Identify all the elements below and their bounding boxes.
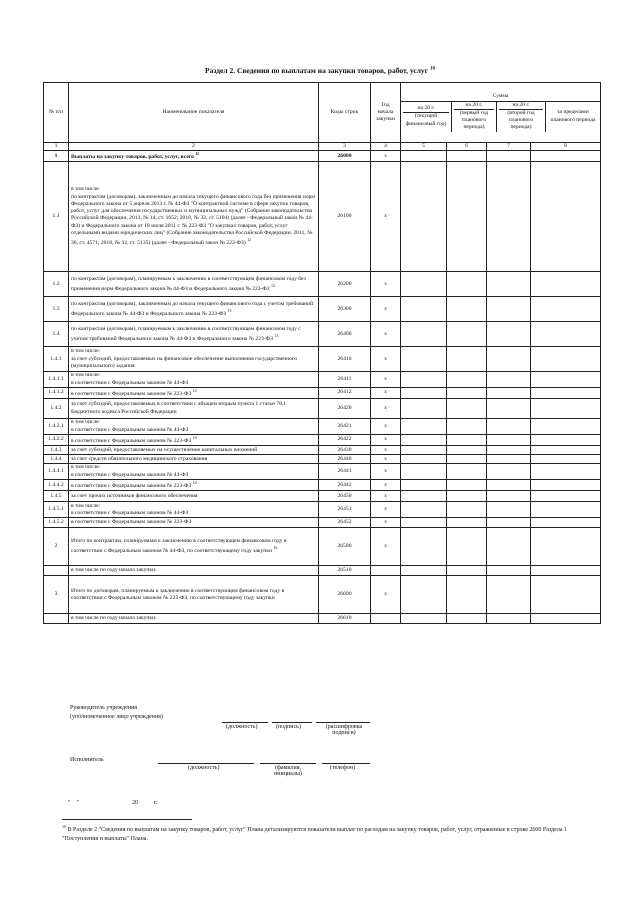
row-amount — [447, 614, 487, 624]
row-label: в соответствии с Федеральным законом № 44-ФЗ — [71, 509, 189, 516]
date-g: г. — [154, 800, 158, 806]
row-amount — [447, 464, 487, 480]
row-amount — [531, 518, 601, 528]
row-code: 26440 — [319, 455, 371, 464]
row-label: в соответствии с Федеральным законом № 44-ФЗ — [71, 379, 189, 386]
row-amount — [447, 372, 487, 388]
row-number: 1.4 — [44, 322, 69, 347]
row-amount — [401, 614, 447, 624]
row-year: x — [371, 480, 401, 491]
row-pre: в том числе: — [71, 186, 101, 193]
row-amount — [401, 566, 447, 576]
row-name — [69, 372, 319, 388]
executor-label: Исполнитель — [70, 757, 104, 763]
header-beyond: за пределами планового периода — [550, 109, 596, 123]
row-amount — [487, 455, 531, 464]
row-number: 1.4.2 — [44, 399, 69, 419]
row-amount — [401, 576, 447, 614]
row-amount — [447, 322, 487, 347]
row-code: 26200 — [319, 272, 371, 297]
row-amount — [401, 297, 447, 322]
row-amount — [487, 464, 531, 480]
row-year: x — [371, 419, 401, 435]
row-name — [69, 566, 319, 576]
row-number: 1 — [44, 151, 69, 162]
row-amount — [447, 491, 487, 502]
row-code: 26500 — [319, 528, 371, 566]
row-amount — [531, 464, 601, 480]
row-amount — [401, 480, 447, 491]
row-note: 12 — [247, 237, 252, 243]
row-name — [69, 446, 319, 455]
row-code: 26441 — [319, 464, 371, 480]
row-year: x — [371, 464, 401, 480]
row-pre: в том числе: — [71, 372, 101, 379]
table-row — [44, 502, 601, 518]
row-amount — [487, 480, 531, 491]
row-amount — [447, 435, 487, 446]
row-code: 26600 — [319, 576, 371, 614]
row-amount — [447, 566, 487, 576]
table-row — [44, 566, 601, 576]
exec-fio-line — [260, 763, 316, 764]
row-code: 26510 — [319, 566, 371, 576]
colnum: 3 — [319, 143, 371, 151]
row-amount — [401, 491, 447, 502]
row-amount — [447, 455, 487, 464]
row-label: по контрактам (договорам), заключенным до начала текущего финансового года без применения норм Федерального закона от 5 апреля 2013 г. № 44-ФЗ "О контрактной системе в сфере закупок товаров, работ, услуг для обеспечения государственных и муниципальных нужд" (Собрание законодательства Российской Федерации, 2013, № 14, ст. 1652; 2018, № 32, ст. 5104) (далее - Федеральный закон № 44-ФЗ) и Федерального закона от 18 июля 2011 г. № 223-ФЗ "О закупках товаров, работ, услуг отдельными видами юридических лиц" (Собрание законодательства Российской Федерации, 2011, № 30, ст. 4571; 2018, № 32, ст. 5135) (далее - Федеральный закон № 223-ФЗ) — [71, 193, 315, 247]
row-year: x — [371, 446, 401, 455]
row-amount — [447, 528, 487, 566]
section-title: Раздел 2. Сведения по выплатам на закупки товаров, работ, услуг $^{10}$ — [205, 66, 435, 75]
row-name — [69, 491, 319, 502]
row-name — [69, 297, 319, 322]
row-amount — [487, 297, 531, 322]
row-amount — [487, 419, 531, 435]
header-num: № п/п — [44, 83, 69, 143]
colnum: 6 — [447, 143, 487, 151]
row-amount — [531, 446, 601, 455]
row-amount — [401, 399, 447, 419]
table-row — [44, 151, 601, 162]
exec-phone-line — [322, 763, 370, 764]
footnote-separator — [62, 819, 192, 820]
row-amount — [487, 518, 531, 528]
row-number: 1.4.2.2 — [44, 435, 69, 446]
head-label: Руководитель учреждения — [70, 705, 138, 711]
row-note: 11 — [195, 151, 200, 157]
head-pos-caption: (должность) — [226, 724, 258, 730]
row-amount — [487, 446, 531, 455]
row-amount — [401, 502, 447, 518]
row-amount — [487, 576, 531, 614]
row-label: за счет средств обязательного медицинского страхования — [71, 455, 208, 462]
row-code: 26421 — [319, 419, 371, 435]
row-number — [44, 566, 69, 576]
colnum: 7 — [487, 143, 531, 151]
row-label: за счет субсидий, предоставляемых на осуществление капитальных вложений — [71, 446, 258, 453]
row-note: 14 — [192, 435, 197, 441]
row-number: 1.4.1.2 — [44, 387, 69, 398]
colnum: 5 — [401, 143, 447, 151]
row-note: 13 — [274, 332, 279, 338]
table-row — [44, 322, 601, 347]
row-amount — [401, 272, 447, 297]
row-amount — [447, 419, 487, 435]
row-year: x — [371, 272, 401, 297]
row-name — [69, 464, 319, 480]
row-number: 1.4.4 — [44, 455, 69, 464]
row-amount — [447, 272, 487, 297]
row-number: 1.4.4.1 — [44, 464, 69, 480]
row-code: 26610 — [319, 614, 371, 624]
row-code: 26452 — [319, 518, 371, 528]
row-code: 26411 — [319, 372, 371, 388]
row-year: x — [371, 347, 401, 372]
table-row — [44, 464, 601, 480]
table-row — [44, 528, 601, 566]
row-name — [69, 151, 319, 162]
row-amount — [531, 455, 601, 464]
row-number: 1.4.5 — [44, 491, 69, 502]
date-year: 20 — [132, 800, 138, 806]
row-amount — [487, 399, 531, 419]
row-label: в соответствии с Федеральным законом № 223-ФЗ — [71, 483, 192, 490]
row-label: в том числе по году начала закупки: — [71, 567, 157, 574]
row-label: по контрактам (договорам), планируемым к заключению в соответствующем финансовом году без применения норм Федерального закона № 44-ФЗ и Федерального закона № 223-ФЗ — [71, 275, 306, 292]
table-row — [44, 480, 601, 491]
date-quotes: " " — [68, 800, 79, 806]
colnum: 2 — [69, 143, 319, 151]
exec-fio-caption: (фамилия, инициалы) — [274, 765, 302, 777]
row-name — [69, 576, 319, 614]
table-row — [44, 491, 601, 502]
exec-pos-line — [158, 763, 254, 764]
row-amount — [487, 322, 531, 347]
row-amount — [487, 491, 531, 502]
row-label: за счет субсидий, предоставляемых в соответствии с абзацем вторым пункта 1 статьи 78.1 Бюджетного кодекса Российской Федерации — [71, 401, 287, 415]
row-code: 26100 — [319, 162, 371, 272]
table-row — [44, 162, 601, 272]
row-name — [69, 399, 319, 419]
row-label: в соответствии с Федеральным законом № 223-ФЗ — [71, 519, 192, 526]
row-label: Итого по договорам, планируемым к заключению в соответствующем финансовом году в соответствии с Федеральным законом № 223-ФЗ, по соответствующему году закупки — [71, 587, 285, 601]
column-numbers-row — [44, 143, 601, 151]
row-code: 26422 — [319, 435, 371, 446]
row-year — [371, 566, 401, 576]
row-label: за счет прочих источников финансового обеспечения — [71, 492, 198, 499]
table-row — [44, 347, 601, 372]
row-year: x — [371, 518, 401, 528]
row-number: 1.4.5.1 — [44, 502, 69, 518]
row-amount — [447, 480, 487, 491]
row-label: в соответствии с Федеральным законом № 44-ФЗ — [71, 426, 189, 433]
row-amount — [487, 272, 531, 297]
row-number: 1.1 — [44, 162, 69, 272]
row-amount — [447, 502, 487, 518]
row-amount — [531, 576, 601, 614]
row-name — [69, 528, 319, 566]
table-row — [44, 518, 601, 528]
head-sign-caption: (подпись) — [276, 724, 301, 730]
row-amount — [401, 455, 447, 464]
row-code: 26442 — [319, 480, 371, 491]
head-decode-caption: (расшифровка подписи) — [325, 724, 363, 736]
row-name — [69, 614, 319, 624]
row-label: Выплаты на закупку товаров, работ, услуг, всего — [71, 154, 194, 161]
row-label: в соответствии с Федеральным законом № 44-ФЗ — [71, 471, 189, 478]
header-sum-label: Сумма — [401, 93, 600, 101]
row-code: 26000 — [319, 151, 371, 162]
row-number: 1.4.3 — [44, 446, 69, 455]
row-amount — [447, 399, 487, 419]
row-pre: в том числе: — [71, 502, 101, 509]
row-amount — [401, 419, 447, 435]
table-row — [44, 272, 601, 297]
row-year: x — [371, 399, 401, 419]
row-amount — [401, 446, 447, 455]
table-row — [44, 446, 601, 455]
row-amount — [487, 502, 531, 518]
row-number: 1.3 — [44, 297, 69, 322]
row-name — [69, 322, 319, 347]
row-number: 1.4.2.1 — [44, 419, 69, 435]
row-label: в соответствии с Федеральным законом № 223-ФЗ — [71, 390, 192, 397]
row-amount — [531, 502, 601, 518]
table-row — [44, 576, 601, 614]
row-amount — [531, 614, 601, 624]
row-year: x — [371, 387, 401, 398]
row-name — [69, 502, 319, 518]
row-amount — [447, 347, 487, 372]
row-number: 1.4.1 — [44, 347, 69, 372]
table-row — [44, 387, 601, 398]
row-year: x — [371, 297, 401, 322]
header-name: Наименование показателя — [69, 83, 319, 143]
row-note: 13 — [227, 307, 232, 313]
row-amount — [531, 480, 601, 491]
row-amount — [401, 464, 447, 480]
header-year: Год начала закупки — [371, 83, 401, 143]
row-name — [69, 162, 319, 272]
footnote: $^{10}$ В Разделе 2 "Сведения по выплатам на закупку товаров, работ, услуг" Плана детализируются показатели выплат по расходам на закупку товаров, работ, услуг, отраженные в строке 2600 Раздела 1 "Поступления и выплаты" Плана. — [62, 824, 568, 842]
row-number: 1.4.4.2 — [44, 480, 69, 491]
row-amount — [531, 297, 601, 322]
row-amount — [531, 399, 601, 419]
row-label: по контрактам (договорам), планируемым к заключению в соответствующем финансовом году с учетом требований Федерального закона № 44-ФЗ и Федерального закона № 223-ФЗ — [71, 325, 301, 342]
row-amount — [447, 387, 487, 398]
row-amount — [531, 372, 601, 388]
row-note: 14 — [192, 387, 197, 393]
row-note: 16 — [273, 545, 278, 551]
row-amount — [531, 322, 601, 347]
exec-phone-caption: (телефон) — [330, 765, 356, 771]
row-amount — [401, 528, 447, 566]
row-code: 26300 — [319, 297, 371, 322]
row-note: 14 — [192, 480, 197, 486]
row-year — [371, 614, 401, 624]
row-amount — [487, 372, 531, 388]
table-row — [44, 297, 601, 322]
row-label: в соответствии с Федеральным законом № 223-ФЗ — [71, 437, 192, 444]
header-sum — [401, 83, 601, 143]
row-code: 26430 — [319, 446, 371, 455]
row-amount — [531, 491, 601, 502]
row-amount — [447, 446, 487, 455]
row-number: 1.4.1.1 — [44, 372, 69, 388]
row-amount — [487, 614, 531, 624]
row-amount — [401, 347, 447, 372]
row-amount — [401, 518, 447, 528]
header-codes: Коды строк — [319, 83, 371, 143]
row-year: x — [371, 322, 401, 347]
row-amount — [487, 566, 531, 576]
row-code: 26400 — [319, 322, 371, 347]
exec-pos-caption: (должность) — [188, 765, 220, 771]
row-amount — [401, 435, 447, 446]
row-amount — [487, 162, 531, 272]
row-pre: в том числе: — [71, 348, 101, 355]
colnum: 4 — [371, 143, 401, 151]
row-name — [69, 435, 319, 446]
row-code: 26412 — [319, 387, 371, 398]
row-amount — [487, 435, 531, 446]
row-year: x — [371, 528, 401, 566]
row-code: 26410 — [319, 347, 371, 372]
row-amount — [531, 347, 601, 372]
row-year: x — [371, 491, 401, 502]
row-number: 1.2 — [44, 272, 69, 297]
table-row — [44, 455, 601, 464]
row-note: 12 — [271, 282, 276, 288]
head-sign-line — [272, 722, 312, 723]
row-pre: в том числе: — [71, 419, 101, 426]
row-year: x — [371, 455, 401, 464]
colnum: 8 — [531, 143, 601, 151]
row-number: 2 — [44, 528, 69, 566]
row-year: x — [371, 162, 401, 272]
row-amount — [531, 528, 601, 566]
table-row — [44, 435, 601, 446]
row-code: 26450 — [319, 491, 371, 502]
row-amount — [447, 518, 487, 528]
row-amount — [401, 372, 447, 388]
row-amount — [487, 151, 531, 162]
row-number — [44, 614, 69, 624]
row-number: 3 — [44, 576, 69, 614]
head-decode-line — [316, 722, 370, 723]
row-name — [69, 387, 319, 398]
row-amount — [531, 435, 601, 446]
row-amount — [447, 576, 487, 614]
header-y2: на 20 г. (первый год планового периода) — [452, 102, 497, 132]
row-amount — [447, 151, 487, 162]
table-row — [44, 372, 601, 388]
row-label: в том числе по году начала закупки: — [71, 615, 157, 622]
row-amount — [531, 162, 601, 272]
row-label: Итого по контрактам, планируемым к заключению в соответствующем финансовом году в соответствии с Федеральным законом № 44-ФЗ, по соответствующему году закупки — [71, 538, 287, 555]
row-label: по контрактам (договорам), заключенным до начала текущего финансового года с учетом требований Федерального закона № 44-ФЗ и Федерального закона № 223-ФЗ — [71, 300, 314, 317]
header-y1: на 20 г. (текущий финансовый год) — [401, 102, 452, 132]
row-amount — [487, 347, 531, 372]
row-name — [69, 480, 319, 491]
row-number: 1.4.5.2 — [44, 518, 69, 528]
row-amount — [401, 387, 447, 398]
header-y3: на 20 г. (второй год планового периода) — [497, 102, 546, 132]
row-year: x — [371, 151, 401, 162]
row-amount — [531, 566, 601, 576]
row-year: x — [371, 372, 401, 388]
row-label: за счет субсидий, предоставляемых на финансовое обеспечение выполнения государственного (муниципального) задания — [71, 355, 297, 370]
row-amount — [487, 528, 531, 566]
row-amount — [487, 387, 531, 398]
row-code: 26451 — [319, 502, 371, 518]
row-amount — [447, 162, 487, 272]
table-row — [44, 399, 601, 419]
row-name — [69, 455, 319, 464]
row-amount — [401, 322, 447, 347]
row-amount — [531, 151, 601, 162]
row-pre: в том числе: — [71, 464, 101, 471]
head-sublabel: (уполномоченное лицо учреждения) — [70, 714, 163, 720]
row-year: x — [371, 435, 401, 446]
row-code: 26420 — [319, 399, 371, 419]
row-amount — [401, 151, 447, 162]
colnum: 1 — [44, 143, 69, 151]
row-name — [69, 518, 319, 528]
row-year: x — [371, 576, 401, 614]
row-name — [69, 419, 319, 435]
table-row — [44, 419, 601, 435]
row-amount — [531, 419, 601, 435]
payments-table — [43, 82, 601, 624]
row-amount — [401, 162, 447, 272]
row-name — [69, 347, 319, 372]
head-pos-line — [222, 722, 268, 723]
row-name — [69, 272, 319, 297]
row-year: x — [371, 502, 401, 518]
row-amount — [531, 272, 601, 297]
row-amount — [447, 297, 487, 322]
header-row — [44, 83, 601, 143]
row-amount — [531, 387, 601, 398]
table-row — [44, 614, 601, 624]
